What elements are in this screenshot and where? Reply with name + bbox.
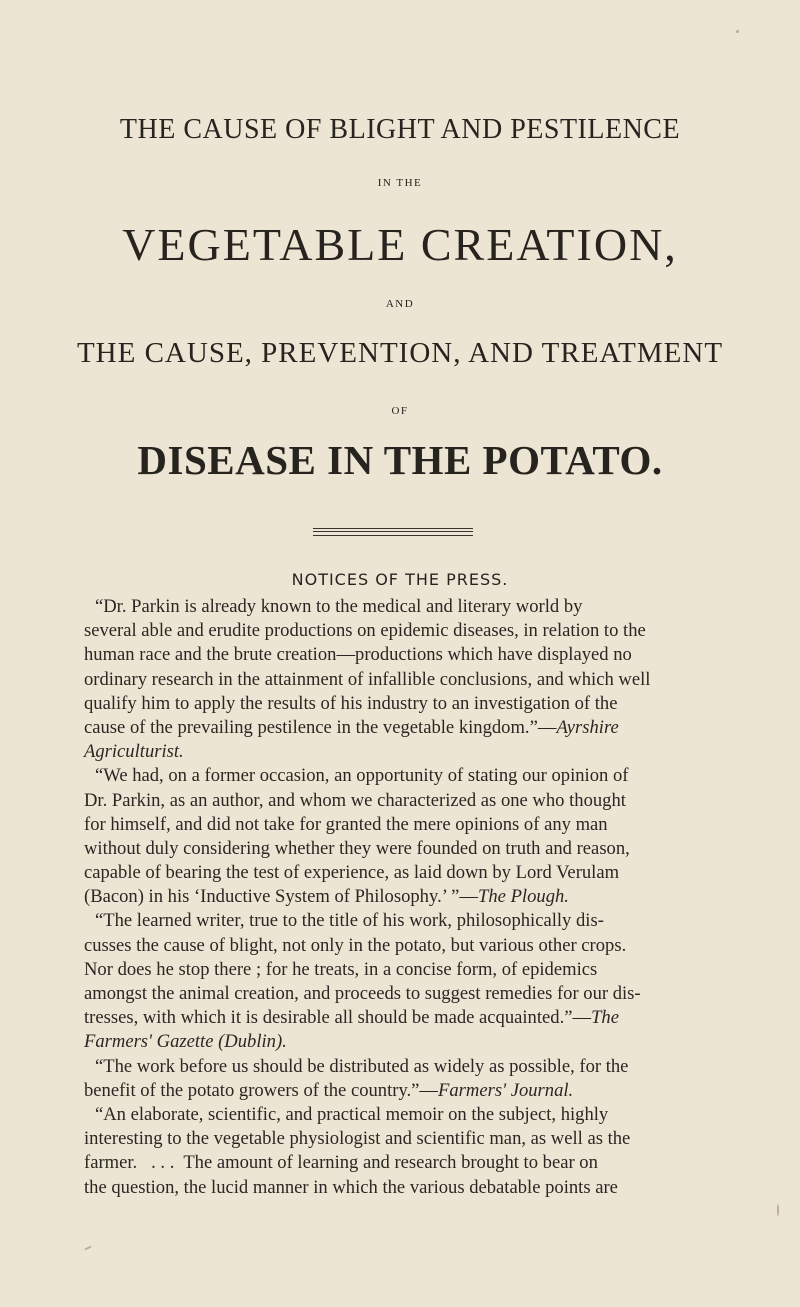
source-citation: Farmers' Gazette (Dublin).: [84, 1031, 287, 1053]
title-line-prevention: THE CAUSE, PREVENTION, AND TREATMENT: [76, 337, 724, 369]
text-fragment: tresses, with which it is desirable all should be made acquainted.”—: [84, 1007, 592, 1029]
text-line: interesting to the vegetable physiologist and scientific man, as well as the: [84, 1128, 631, 1150]
press-notice-5: [84, 1103, 734, 1200]
text-line: capable of bearing the test of experience, as laid down by Lord Verulam: [84, 862, 620, 884]
text-line: qualify him to apply the results of his industry to an investigation of the: [84, 692, 618, 714]
title-line-in-the: IN THE: [377, 177, 423, 189]
source-citation: Ayrshire: [556, 716, 619, 738]
text-fragment: benefit of the potato growers of the country.”—: [84, 1079, 439, 1101]
source-citation: The: [591, 1007, 619, 1029]
title-line-and: AND: [385, 298, 415, 310]
text-line: “An elaborate, scientific, and practical memoir on the subject, highly: [95, 1103, 609, 1125]
text-line: [84, 1006, 734, 1030]
title-line-of: OF: [391, 405, 409, 417]
title-line-vegetable-creation: VEGETABLE CREATION,: [122, 219, 678, 270]
text-line: [84, 885, 734, 909]
text-line: “Dr. Parkin is already known to the medical and literary world by: [95, 596, 583, 617]
text-line: ordinary research in the attainment of infallible conclusions, and which well: [84, 668, 651, 690]
title-line-blight: THE CAUSE OF BLIGHT AND PESTILENCE: [119, 114, 681, 145]
text-line: “The learned writer, true to the title of his work, philosophically dis-: [95, 910, 604, 932]
source-citation: Agriculturist.: [84, 741, 184, 763]
source-citation: Farmers' Journal.: [438, 1079, 574, 1101]
text-line: without duly considering whether they were founded on truth and reason,: [84, 837, 630, 859]
press-notice-2: [84, 764, 734, 909]
text-line: farmer. . . . The amount of learning and research brought to bear on: [84, 1152, 598, 1174]
text-line: several able and erudite productions on epidemic diseases, in relation to the: [84, 620, 646, 642]
section-heading-notices: NOTICES OF THE PRESS.: [291, 570, 509, 589]
text-line: cusses the cause of blight, not only in the potato, but various other crops.: [84, 934, 627, 956]
text-line: “We had, on a former occasion, an opportunity of stating our opinion of: [95, 765, 629, 787]
decorative-triple-rule: [313, 528, 473, 536]
text-line: the question, the lucid manner in which the various debatable points are: [84, 1176, 618, 1198]
title-line-disease-potato: DISEASE IN THE POTATO.: [137, 437, 663, 483]
source-citation: The Plough.: [478, 886, 569, 908]
text-line: [84, 1079, 734, 1103]
text-line: Dr. Parkin, as an author, and whom we characterized as one who thought: [84, 789, 626, 811]
text-fragment: (Bacon) in his ‘Inductive System of Philosophy.’ ”—: [84, 886, 479, 908]
text-line: human race and the brute creation—productions which have displayed no: [84, 644, 632, 666]
text-line: [84, 716, 734, 740]
press-notice-3: [84, 909, 734, 1054]
text-line: Nor does he stop there ; for he treats, in a concise form, of epidemics: [84, 958, 598, 980]
press-notices-body: [84, 595, 734, 1200]
text-line: amongst the animal creation, and proceeds to suggest remedies for our dis-: [84, 983, 641, 1004]
text-line: for himself, and did not take for granted the mere opinions of any man: [84, 813, 608, 835]
text-fragment: cause of the prevailing pestilence in the vegetable kingdom.”—: [84, 716, 557, 738]
text-line: “The work before us should be distributed as widely as possible, for the: [95, 1055, 629, 1077]
press-notice-4: [84, 1055, 734, 1103]
press-notice-1: [84, 595, 734, 764]
